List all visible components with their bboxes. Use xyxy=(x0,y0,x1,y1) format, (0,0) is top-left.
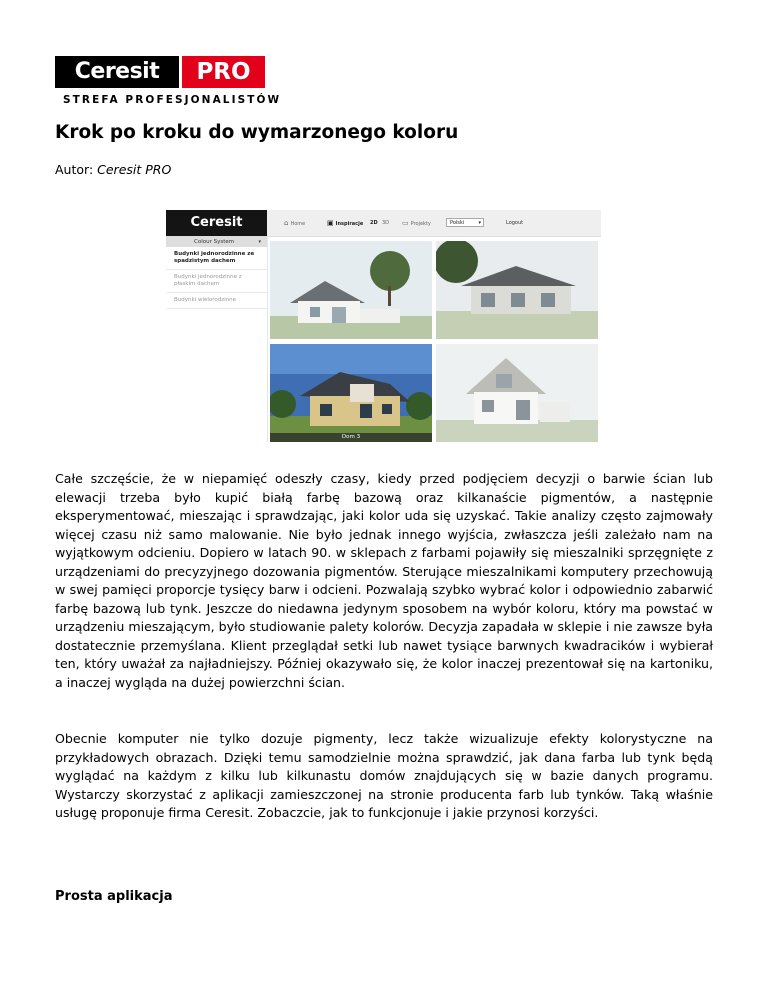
nav-projekty xyxy=(402,210,431,236)
image-icon: ▣ xyxy=(327,219,334,227)
sidebar-item-plaski: Budynki jednorodzinne z płaskim dachem xyxy=(166,270,267,293)
house-image xyxy=(270,241,432,339)
article-paragraph: Obecnie komputer nie tylko dozuje pigmenty, lecz także wizualizuje efekty kolorystyczne na przykładowych obrazach. Dzięki temu samodzielnie można sprawdzić, jak dana farba lub tynk będą wyglądać na każdym z kilku lub kilkunastu domów znajdujących się w bazie danych programu. Wystarczy skorzystać z aplikacji zamieszczonej na stronie producenta farb lub tynków. Taką właśnie usługę proponuje firma Ceresit. Zobaczcie, jak to funkcjonuje i jakie przynosi korzyści. xyxy=(55,731,713,820)
app-sidebar xyxy=(166,237,268,442)
article-title: Krok po kroku do wymarzonego koloru xyxy=(55,122,459,143)
logo-badge: PRO xyxy=(182,56,265,88)
home-icon: ⌂ xyxy=(284,219,289,227)
house-image xyxy=(436,344,598,442)
house-thumbnail xyxy=(270,241,432,339)
house-image xyxy=(436,241,598,339)
article-paragraph: Całe szczęście, że w niepamięć odeszły czasy, kiedy przed podjęciem decyzji o barwie ścian lub elewacji trzeba było kupić białą farbę bazową oraz kilkanaście pigmentów, a następnie eksperymentować, mieszając i sprawdzając, jaki kolor uda się uzyskać. Takie analizy często zajmowały więcej czasu niż samo malowanie. Nie było jednak innego wyjścia, zwłaszcza jeśli zależało nam na wyjątkowym odcieniu. Dopiero w latach 90. w sklepach z farbami pojawiły się mieszalniki sprzęgnięte z urządzeniami do precyzyjnego dozowania pigmentów. Sterujące mieszalnikami komputery przechowują w swej pamięci proporcje tysięcy barw i odcieni. Pozwalają szybko wybrać kolor i odpowiednio zabarwić farbę bazową lub tynk. Jeszcze do niedawna jedynym sposobem na wybór koloru, który ma powstać w urządzeniu mieszającym, było studiowanie palety kolorów. Decyzja zapadała w sklepie i nie zawsze była dostatecznie przemyślana. Klient przeglądał setki lub nawet tysiące barwnych kwadracików i wybierał ten, który uważał za najładniejszy. Później okazywało się, że kolor inaczej prezentował się na kartoniku, a inaczej wygląda na dużej powierzchni ścian. xyxy=(55,471,713,690)
house-thumbnail xyxy=(436,344,598,442)
author-name: Ceresit PRO xyxy=(97,162,172,177)
language-value: Polski xyxy=(450,220,465,226)
sidebar-item-spadzisty: Budynki jednorodzinne ze spadzistym dachem xyxy=(166,247,267,270)
app-logo: Ceresit xyxy=(166,210,267,236)
nav-inspiracje-label: Inspiracje xyxy=(335,221,364,227)
logo-tagline: STREFA PROFESJONALISTÓW xyxy=(63,94,282,106)
house-image xyxy=(270,344,432,442)
colour-system-header xyxy=(166,237,267,247)
house-thumbnail xyxy=(270,344,432,442)
nav-logout: Logout xyxy=(506,220,524,226)
author-line xyxy=(55,162,171,177)
chevron-down-icon: ▾ xyxy=(478,220,481,226)
house-thumbnail xyxy=(436,241,598,339)
nav-projekty-label: Projekty xyxy=(410,221,431,227)
chevron-down-icon: ▾ xyxy=(258,239,261,245)
nav-2d: 2D xyxy=(370,220,378,226)
folder-icon: ▭ xyxy=(402,219,409,227)
app-topbar xyxy=(166,210,601,237)
section-heading: Prosta aplikacja xyxy=(55,889,173,904)
author-label: Autor: xyxy=(55,162,94,177)
logo-brand: Ceresit xyxy=(55,56,179,88)
sidebar-item-wielorodzinne: Budynki wielorodzinne xyxy=(166,293,267,309)
language-select xyxy=(446,218,484,227)
ceresit-pro-logo xyxy=(55,56,282,108)
house-thumbnails xyxy=(268,239,601,442)
colour-system-label: Colour System xyxy=(194,239,235,245)
nav-3d: 3D xyxy=(382,220,390,226)
nav-inspiracje xyxy=(327,210,363,236)
thumbnail-label: Dom 3 xyxy=(270,433,432,442)
app-screenshot xyxy=(166,210,601,442)
nav-home-label: Home xyxy=(290,221,306,227)
nav-home xyxy=(284,210,305,236)
